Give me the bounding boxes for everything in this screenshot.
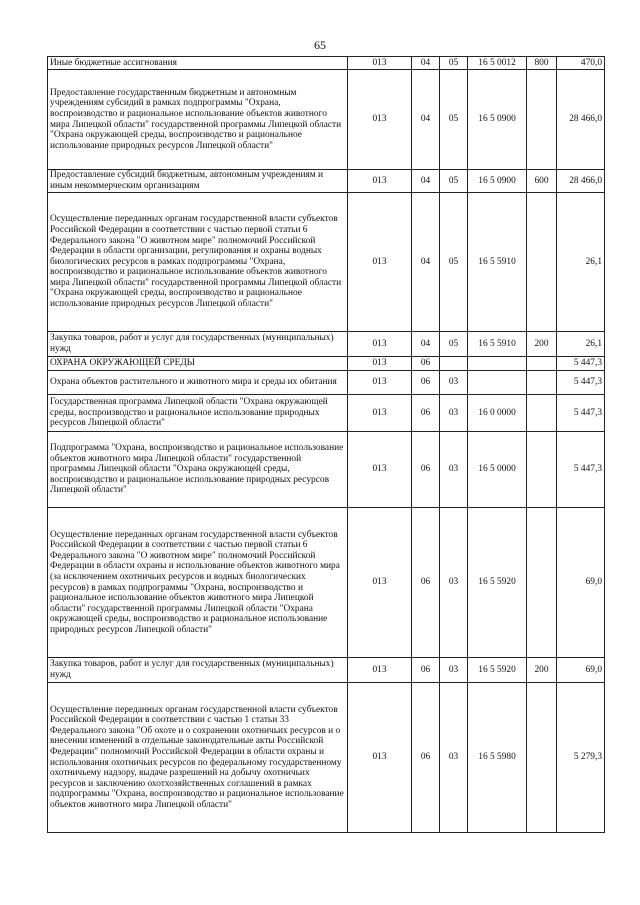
row-amount: 470,0 bbox=[557, 57, 605, 70]
row-expense-type bbox=[527, 371, 557, 395]
row-target bbox=[468, 371, 527, 395]
row-expense-type: 200 bbox=[527, 658, 557, 683]
row-amount: 69,0 bbox=[557, 508, 605, 658]
row-amount: 5 447,3 bbox=[557, 371, 605, 395]
row-code: 013 bbox=[348, 357, 412, 371]
row-code: 013 bbox=[348, 683, 412, 833]
row-subsection: 03 bbox=[440, 395, 468, 432]
row-code: 013 bbox=[348, 371, 412, 395]
row-section: 06 bbox=[412, 683, 440, 833]
row-target: 16 5 5920 bbox=[468, 508, 527, 658]
row-section: 04 bbox=[412, 170, 440, 193]
table-row bbox=[48, 193, 605, 332]
table-row bbox=[48, 432, 605, 508]
row-subsection: 03 bbox=[440, 683, 468, 833]
table-row bbox=[48, 658, 605, 683]
row-code: 013 bbox=[348, 658, 412, 683]
row-name: Осуществление переданных органам государственной власти субъектов Российской Федерации в соответствии с частью первой статьи 6 Федерального закона "О животном мире" полномочий Российской Федерации в области охраны и использование объектов животного мира (за исключением охотничьих ресурсов и водных биологических ресурсов) в рамках подпрограммы "Охрана, воспроизводство и рациональное использование объектов животного мира Липецкой области" государственной программы Липецкой области "Охрана окружающей среды, воспроизводство и рациональное использование природных ресурсов Липецкой области" bbox=[48, 508, 348, 658]
row-name: Государственная программа Липецкой области "Охрана окружающей среды, воспроизводство и рациональное использование природных ресурсов Липецкой области" bbox=[48, 395, 348, 432]
row-amount: 69,0 bbox=[557, 658, 605, 683]
table-row bbox=[48, 332, 605, 357]
row-target: 16 5 5980 bbox=[468, 683, 527, 833]
row-name: Иные бюджетные ассигнования bbox=[48, 57, 348, 70]
row-subsection: 05 bbox=[440, 193, 468, 332]
row-target: 16 5 5910 bbox=[468, 193, 527, 332]
row-subsection: 05 bbox=[440, 170, 468, 193]
row-name: Охрана объектов растительного и животного мира и среды их обитания bbox=[48, 371, 348, 395]
row-section: 04 bbox=[412, 70, 440, 170]
row-subsection: 03 bbox=[440, 371, 468, 395]
row-section: 04 bbox=[412, 193, 440, 332]
row-expense-type: 200 bbox=[527, 332, 557, 357]
row-amount: 28 466,0 bbox=[557, 70, 605, 170]
row-target: 16 5 0900 bbox=[468, 70, 527, 170]
row-name: Предоставление государственным бюджетным и автономным учреждениям субсидий в рамках подпрограммы "Охрана, воспроизводство и рациональное использование объектов животного мира Липецкой области" государственной программы Липецкой области "Охрана окружающей среды, воспроизводство и рациональное использование природных ресурсов Липецкой области" bbox=[48, 70, 348, 170]
table-row bbox=[48, 371, 605, 395]
row-amount: 26,1 bbox=[557, 332, 605, 357]
row-section: 06 bbox=[412, 395, 440, 432]
row-section: 04 bbox=[412, 332, 440, 357]
row-code: 013 bbox=[348, 432, 412, 508]
row-expense-type bbox=[527, 395, 557, 432]
row-target: 16 5 0900 bbox=[468, 170, 527, 193]
row-name: Осуществление переданных органам государственной власти субъектов Российской Федерации в соответствии с частью 1 статьи 33 Федерального закона "Об охоте и о сохранении охотничьих ресурсов и о внесении изменений в отдельные законодательные акты Российской Федерации" полномочий Российской Федерации в области охраны и использования охотничьих ресурсов по федеральному государственному охотничьему надзору, выдаче разрешений на добычу охотничьих ресурсов и заключению охотхозяйственных соглашений в рамках подпрограммы "Охрана, воспроизводство и рациональное использование объектов животного мира Липецкой области" bbox=[48, 683, 348, 833]
row-target: 16 0 0000 bbox=[468, 395, 527, 432]
row-expense-type bbox=[527, 193, 557, 332]
row-target: 16 5 5910 bbox=[468, 332, 527, 357]
row-subsection bbox=[440, 357, 468, 371]
row-subsection: 03 bbox=[440, 432, 468, 508]
table-row bbox=[48, 683, 605, 833]
row-amount: 28 466,0 bbox=[557, 170, 605, 193]
row-amount: 5 447,3 bbox=[557, 357, 605, 371]
row-subsection: 05 bbox=[440, 70, 468, 170]
row-code: 013 bbox=[348, 508, 412, 658]
row-code: 013 bbox=[348, 170, 412, 193]
row-target bbox=[468, 357, 527, 371]
row-amount: 26,1 bbox=[557, 193, 605, 332]
row-section: 06 bbox=[412, 371, 440, 395]
row-target: 16 5 0000 bbox=[468, 432, 527, 508]
table-row bbox=[48, 57, 605, 70]
row-code: 013 bbox=[348, 395, 412, 432]
row-subsection: 03 bbox=[440, 658, 468, 683]
row-subsection: 03 bbox=[440, 508, 468, 658]
row-code: 013 bbox=[348, 332, 412, 357]
row-code: 013 bbox=[348, 193, 412, 332]
row-expense-type: 600 bbox=[527, 170, 557, 193]
row-target: 16 5 0012 bbox=[468, 57, 527, 70]
row-section: 06 bbox=[412, 432, 440, 508]
budget-table bbox=[47, 56, 605, 833]
table-row bbox=[48, 508, 605, 658]
row-target: 16 5 5920 bbox=[468, 658, 527, 683]
row-expense-type bbox=[527, 683, 557, 833]
row-section: 06 bbox=[412, 357, 440, 371]
row-subsection: 05 bbox=[440, 57, 468, 70]
row-name: ОХРАНА ОКРУЖАЮЩЕЙ СРЕДЫ bbox=[48, 357, 348, 371]
table-row bbox=[48, 357, 605, 371]
row-code: 013 bbox=[348, 57, 412, 70]
row-amount: 5 447,3 bbox=[557, 395, 605, 432]
table-row bbox=[48, 70, 605, 170]
row-subsection: 05 bbox=[440, 332, 468, 357]
row-expense-type: 800 bbox=[527, 57, 557, 70]
row-section: 06 bbox=[412, 658, 440, 683]
row-amount: 5 447,3 bbox=[557, 432, 605, 508]
row-name: Подпрограмма "Охрана, воспроизводство и рациональное использование объектов животного мира Липецкой области" государственной программы Липецкой области "Охрана окружающей среды, воспроизводство и рациональное использование природных ресурсов Липецкой области" bbox=[48, 432, 348, 508]
row-expense-type bbox=[527, 432, 557, 508]
table-row bbox=[48, 170, 605, 193]
row-code: 013 bbox=[348, 70, 412, 170]
row-name: Осуществление переданных органам государственной власти субъектов Российской Федерации в соответствии с частью первой статьи 6 Федерального закона "О животном мире" полномочий Российской Федерации в области организации, регулирования и охраны водных биологических ресурсов в рамках подпрограммы "Охрана, воспроизводство и рациональное использование объектов животного мира Липецкой области" государственной программы Липецкой области "Охрана окружающей среды, воспроизводство и рациональное использование природных ресурсов Липецкой области" bbox=[48, 193, 348, 332]
row-name: Закупка товаров, работ и услуг для государственных (муниципальных) нужд bbox=[48, 332, 348, 357]
row-expense-type bbox=[527, 70, 557, 170]
row-name: Закупка товаров, работ и услуг для государственных (муниципальных) нужд bbox=[48, 658, 348, 683]
row-section: 04 bbox=[412, 57, 440, 70]
table-row bbox=[48, 395, 605, 432]
row-section: 06 bbox=[412, 508, 440, 658]
row-expense-type bbox=[527, 508, 557, 658]
page-number: 65 bbox=[314, 38, 326, 52]
row-expense-type bbox=[527, 357, 557, 371]
row-name: Предоставление субсидий бюджетным, автономным учреждениям и иным некоммерческим организациям bbox=[48, 170, 348, 193]
row-amount: 5 279,3 bbox=[557, 683, 605, 833]
